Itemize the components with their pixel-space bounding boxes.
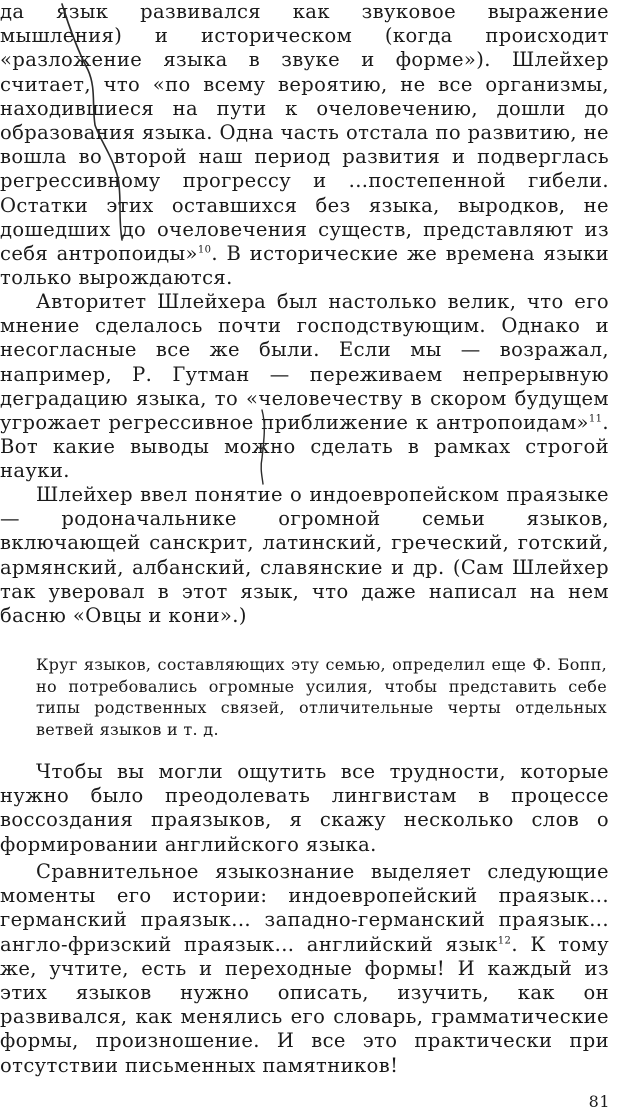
inset-note-text: Круг языков, составляющих эту семью, определил еще Ф. Бопп, но потребовались огромные усилия, чтобы представить себе типы родственных связей, отличительные черты отдельных ветвей языков и т. д. bbox=[36, 655, 607, 739]
paragraph-4-text: Чтобы вы могли ощутить все трудности, которые нужно было преодолевать лингвистам в процессе воссоздания праязыков, я скажу несколько слов о формировании английского языка. bbox=[0, 760, 609, 856]
paragraph-4 bbox=[0, 760, 609, 857]
paragraph-2-tail: . Вот какие выводы можно сделать в рамках строгой науки. bbox=[0, 411, 609, 483]
paragraph-3-text: Шлейхер ввел понятие о индоевропейском праязыке — родоначальнике огромной семьи языков, включающей санскрит, латинский, греческий, готский, армянский, албанский, славянские и др. (Сам Шлейхер так уверовал в этот язык, что даже написал на нем басню «Овцы и кони».) bbox=[0, 483, 609, 628]
paragraph-5-text: Сравнительное языкознание выделяет следующие моменты его истории: индоевропейский праязык... германский праязык... западно-германский праязык... англо-фризский праязык... английский язык bbox=[0, 860, 609, 956]
paragraph-1-text: да язык развивался как звуковое выражение мышления) и историческом (когда происходит «разложение языка в звуке и форме»). Шлейхер считает, что «по всему вероятию, не все организмы, находившиеся на пути к очеловечению, дошли до образования языка. Одна часть отстала по развитию, не вошла во второй наш период развития и подверглась регрессивному прогрессу и ...постепенной гибели. Остатки этих оставшихся без языка, выродков, не дошедших до очеловечения существ, представляют из себя антропоиды» bbox=[0, 0, 609, 266]
paragraph-2-text: Авторитет Шлейхера был настолько велик, что его мнение сделалось почти господствующим. Однако и несогласные все же были. Если мы — возражал, например, Р. Гутман — переживаем непрерывную деградацию языка, то «человечеству в скором будущем угрожает регрессивное приближение к антропоидам» bbox=[0, 290, 609, 435]
footnote-ref-11: 11 bbox=[588, 413, 603, 425]
footnote-ref-12: 12 bbox=[497, 935, 512, 947]
paragraph-1 bbox=[0, 0, 609, 290]
paragraph-2 bbox=[0, 290, 609, 484]
paragraph-5 bbox=[0, 860, 609, 1078]
paragraph-1-tail: . В исторические же времена языки только вырождаются. bbox=[0, 242, 609, 290]
page-number: 81 bbox=[588, 1092, 610, 1111]
inset-note bbox=[36, 654, 607, 740]
footnote-ref-10: 10 bbox=[197, 244, 212, 256]
paragraph-5-tail: . К тому же, учтите, есть и переходные формы! И каждый из этих языков нужно описать, изучить, как он развивался, как менялись его словарь, грамматические формы, произношение. И все это практически при отсутствии письменных памятников! bbox=[0, 932, 609, 1077]
paragraph-3 bbox=[0, 483, 609, 628]
